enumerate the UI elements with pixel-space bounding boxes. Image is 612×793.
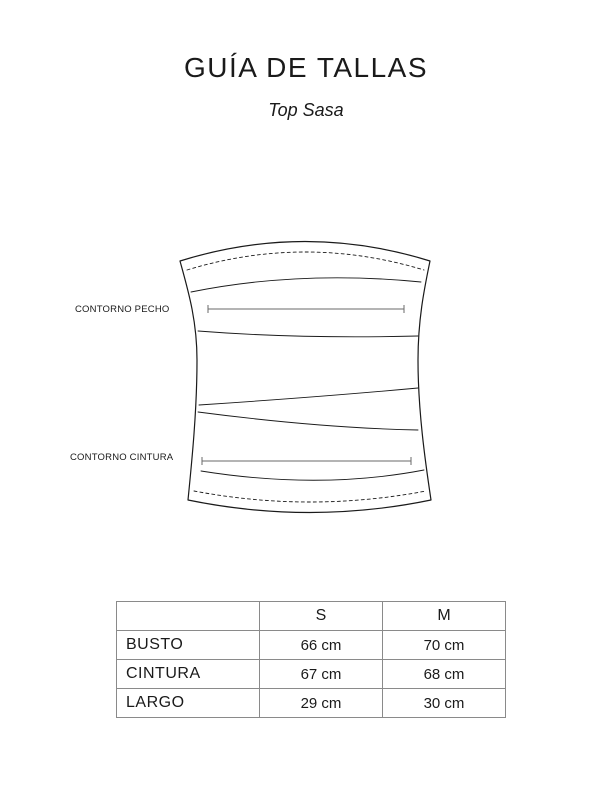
product-name: Top Sasa [268,100,344,120]
size-table-header-row [117,602,506,631]
measure-label: CINTURA [117,660,260,689]
table-row [117,689,506,718]
chest-measure-label: CONTORNO PECHO [75,304,170,315]
size-table-corner [117,602,260,631]
bottom-stitching [194,491,426,502]
page-title: GUÍA DE TALLAS [183,52,429,83]
drape-line [201,470,424,480]
drape-line [198,412,418,430]
drape-line [199,388,418,405]
table-row [117,660,506,689]
drape-line [198,331,418,337]
size-m-value: 70 cm [383,631,506,660]
garment-outline [180,242,431,513]
size-column-s: S [260,602,383,631]
size-s-value: 67 cm [260,660,383,689]
size-table [116,601,506,718]
size-s-value: 66 cm [260,631,383,660]
table-row [117,631,506,660]
measure-label: LARGO [117,689,260,718]
measure-label: BUSTO [117,631,260,660]
drape-line [191,278,421,292]
waist-measure-label: CONTORNO CINTURA [70,452,174,463]
size-s-value: 29 cm [260,689,383,718]
size-column-m: M [383,602,506,631]
size-m-value: 68 cm [383,660,506,689]
top-stitching [187,252,424,270]
size-m-value: 30 cm [383,689,506,718]
